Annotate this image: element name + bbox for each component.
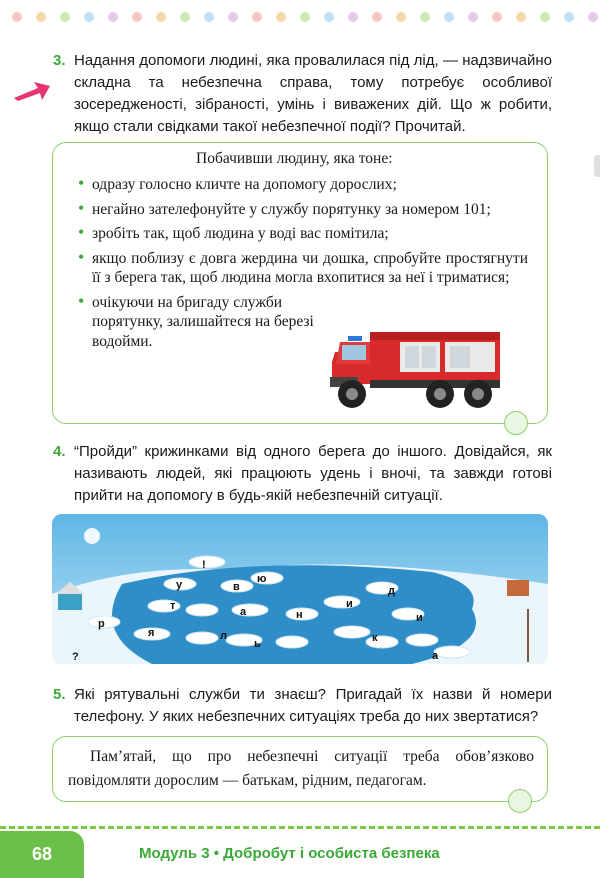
decorative-dot xyxy=(300,12,310,22)
module-title: Модуль 3 • Добробут і особиста безпека xyxy=(139,845,440,862)
letter-tile: у xyxy=(176,579,183,591)
letter-tile: ? xyxy=(72,651,79,663)
decorative-dot xyxy=(36,12,46,22)
decorative-dot xyxy=(12,12,22,22)
decorative-dot xyxy=(276,12,286,22)
letter-tile: я xyxy=(148,627,155,639)
decorative-dot xyxy=(204,12,214,22)
fire-truck-illustration xyxy=(330,322,510,414)
letter-tile: ь xyxy=(254,638,261,650)
rule-item: • негайно зателефонуйте у службу порятунку за номером 101; xyxy=(78,200,542,220)
decorative-dot xyxy=(564,12,574,22)
arrow-marker-icon xyxy=(12,78,52,102)
decorative-dot xyxy=(348,12,358,22)
task-3-number: 3. xyxy=(53,52,66,69)
decorative-dot xyxy=(84,12,94,22)
decorative-dot xyxy=(156,12,166,22)
task-5-text: Які рятувальні служби ти знаєш? Пригадай їх назви й номери телефону. У яких небезпечних ситуаціях треба до них звертатися? xyxy=(74,686,552,725)
rule-item: • якщо поблизу є довга жердина чи дошка, спробуйте простягнути її з берега так, щоб людина могла вхопитися за неї і триматися; xyxy=(78,249,528,288)
task-5-number: 5. xyxy=(53,686,66,703)
letter-tile: н xyxy=(296,609,303,621)
decorative-dot xyxy=(396,12,406,22)
letter-tile: т xyxy=(170,600,176,612)
decorative-dot xyxy=(588,12,598,22)
letter-tile: а xyxy=(240,606,247,618)
task-3-text: Надання допомоги людині, яка провалилася під лід, — надзвичайно складна та небезпечна справа, тому потребує особливої зосередженості, зібраності, умінь і виважених дій. Що ж робити, якщо стали свідками такої небезпечної події? Прочитай. xyxy=(74,52,552,135)
decorative-dots-border xyxy=(0,12,600,24)
letter-tile: а xyxy=(432,650,439,662)
rule-item: • очікуючи на бригаду служби порятунку, залишайтеся на березі водойми. xyxy=(78,293,317,352)
letter-tile: р xyxy=(98,618,105,630)
footer-dashed-line xyxy=(0,826,600,829)
hand-icon xyxy=(504,411,528,435)
decorative-dot xyxy=(420,12,430,22)
decorative-dot xyxy=(492,12,502,22)
decorative-dot xyxy=(60,12,70,22)
letter-tile: в xyxy=(233,581,240,593)
letter-tile: ! xyxy=(202,559,206,571)
rule-item: • зробіть так, щоб людина у воді вас помітила; xyxy=(78,224,528,244)
memo-text: Пам’ятай, що про небезпечні ситуації треба обов’язково повідомляти дорослим — батькам, рідним, педагогам. xyxy=(68,748,534,789)
task-4-number: 4. xyxy=(53,443,66,460)
letter-tile: и xyxy=(416,612,423,624)
hand-icon xyxy=(508,789,532,813)
decorative-dot xyxy=(444,12,454,22)
letter-tile: д xyxy=(388,585,395,597)
letter-tile: к xyxy=(372,632,378,644)
decorative-dot xyxy=(228,12,238,22)
pencil-tab xyxy=(594,155,600,177)
task-4-text: “Пройди” крижинками від одного берега до іншого. Довідайся, як називають людей, які працюють удень і вночі, та завжди готові прийти на допомогу в будь-якій небезпечній ситуації. xyxy=(74,443,552,504)
decorative-dot xyxy=(516,12,526,22)
decorative-dot xyxy=(132,12,142,22)
decorative-dot xyxy=(324,12,334,22)
decorative-dot xyxy=(252,12,262,22)
decorative-dot xyxy=(468,12,478,22)
decorative-dot xyxy=(372,12,382,22)
decorative-dot xyxy=(180,12,190,22)
ice-floe-puzzle xyxy=(52,514,548,664)
letter-tile: л xyxy=(220,630,227,642)
rule-item: • одразу голосно кличте на допомогу дорослих; xyxy=(78,175,528,195)
decorative-dot xyxy=(540,12,550,22)
letter-tile: и xyxy=(346,598,353,610)
letter-tile: ю xyxy=(257,573,267,585)
rules-box-title: Побачивши людину, яка тоне: xyxy=(196,150,393,167)
page-number: 68 xyxy=(0,831,84,878)
decorative-dot xyxy=(108,12,118,22)
